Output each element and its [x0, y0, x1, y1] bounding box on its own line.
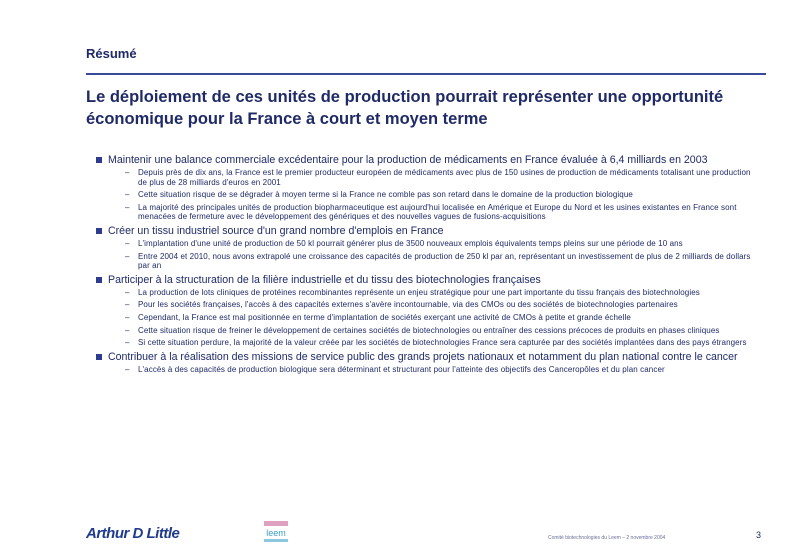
- sub-item: [125, 252, 758, 271]
- sub-text: L'implantation d'une unité de production de 50 kl pourrait générer plus de 3500 nouveaux emplois équivalents temps pleins sur une période de 10 ans: [138, 238, 683, 248]
- sub-list: [125, 239, 758, 271]
- dash-icon: –: [125, 287, 130, 297]
- sub-item: [125, 365, 758, 375]
- arthur-d-little-logo: Arthur D Little: [86, 525, 180, 542]
- sub-text: La production de lots cliniques de protéines recombinantes représente un enjeu stratégique pour une part importante du tissu français des biotechnologies: [138, 287, 700, 297]
- header-rule: [86, 73, 766, 75]
- sub-item: [125, 300, 758, 310]
- sub-text: Cette situation risque de freiner le développement de certaines sociétés de biotechnologies ou entraîner des cessions précoces de produits en phases cliniques: [138, 325, 720, 335]
- dash-icon: –: [125, 364, 130, 374]
- sub-text: Entre 2004 et 2010, nous avons extrapolé une croissance des capacités de production de 250 kl par an, représentant un investissement de plus de 2 milliards de dollars par an: [138, 251, 751, 271]
- sub-item: [125, 190, 758, 200]
- dash-icon: –: [125, 238, 130, 248]
- sub-item: [125, 168, 758, 187]
- sub-item: [125, 338, 758, 348]
- square-bullet-icon: [96, 277, 102, 283]
- sub-item: [125, 326, 758, 336]
- sub-text: Depuis près de dix ans, la France est le premier producteur européen de médicaments avec plus de 150 usines de production de médicaments totalisant une production de plus de 28 milliards d'euros en 2001: [138, 168, 751, 187]
- leem-logo-icon: [262, 520, 290, 544]
- sub-text: Si cette situation perdure, la majorité de la valeur créée par les sociétés de biotechnologies France sera capturée par des sociétés implantées dans des pays étrangers: [138, 338, 747, 348]
- bullet-text: Participer à la structuration de la filière industrielle et du tissu des biotechnologies françaises: [108, 273, 541, 286]
- sub-text: Pour les sociétés françaises, l'accès à des capacités externes s'avère incontournable, via des CMOs ou des sociétés de biotechnologies partenaires: [138, 300, 678, 310]
- square-bullet-icon: [96, 228, 102, 234]
- dash-icon: –: [125, 312, 130, 322]
- page-number: 3: [756, 530, 762, 540]
- bullet-item: [96, 154, 758, 166]
- sub-text: Cette situation risque de se dégrader à moyen terme si la France ne comble pas son retard dans le domaine de la production biologique: [138, 190, 633, 200]
- bullet-text: Créer un tissu industriel source d'un grand nombre d'emplois en France: [108, 224, 444, 237]
- section-label: Résumé: [86, 46, 137, 61]
- bullet-item: [96, 225, 758, 237]
- sub-item: [125, 313, 758, 323]
- dash-icon: –: [125, 325, 130, 335]
- bullet-list: [96, 151, 758, 377]
- square-bullet-icon: [96, 157, 102, 163]
- sub-item: [125, 239, 758, 249]
- sub-text: Cependant, la France est mal positionnée en terme d'implantation de sociétés exerçant une activité de CMOs à petite et grande échelle: [138, 312, 631, 322]
- dash-icon: –: [125, 202, 130, 212]
- dash-icon: –: [125, 251, 130, 261]
- sub-list: [125, 365, 758, 375]
- bullet-text: Maintenir une balance commerciale excédentaire pour la production de médicaments en France évaluée à 6,4 milliards en 2003: [108, 154, 708, 166]
- sub-list: [125, 288, 758, 348]
- bullet-item: [96, 274, 758, 286]
- square-bullet-icon: [96, 354, 102, 360]
- sub-item: [125, 203, 758, 222]
- footer-caption: Comité biotechnologies du Leem – 2 novembre 2004: [548, 535, 666, 541]
- sub-text: La majorité des principales unités de production biopharmaceutique est aujourd'hui localisée en Amérique et Europe du Nord et les usines existantes en France sont menacées de fermeture avec le développement des génériques et des nouvelles vagues de fusions-acquisitions: [138, 202, 737, 222]
- leem-logo-text: leem: [266, 528, 286, 538]
- sub-item: [125, 288, 758, 298]
- dash-icon: –: [125, 300, 130, 310]
- dash-icon: –: [125, 168, 130, 177]
- dash-icon: –: [125, 338, 130, 348]
- dash-icon: –: [125, 190, 130, 200]
- bullet-text: Contribuer à la réalisation des missions de service public des grands projets nationaux et notamment du plan national contre le cancer: [108, 350, 738, 363]
- sub-text: L'accès à des capacités de production biologique sera déterminant et structurant pour l'atteinte des objectifs des Canceropôles et du plan cancer: [138, 364, 665, 374]
- bullet-item: [96, 351, 758, 363]
- slide-title: Le déploiement de ces unités de production pourrait représenter une opportunité économique pour la France à court et moyen terme: [86, 88, 724, 128]
- sub-list: [125, 168, 758, 222]
